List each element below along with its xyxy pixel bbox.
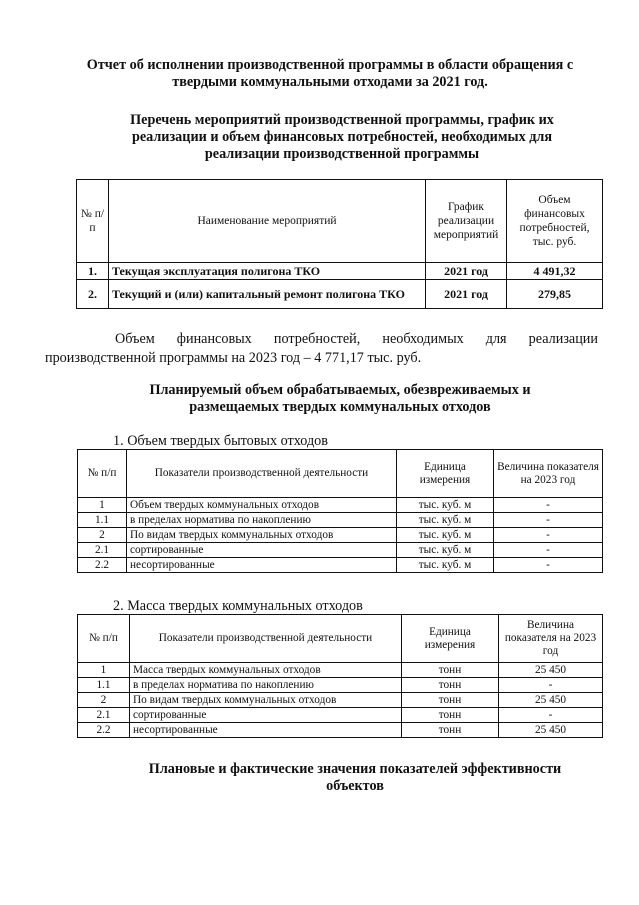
row-value: -	[494, 543, 603, 558]
table-row	[78, 708, 603, 723]
planned-volume-heading	[80, 382, 600, 416]
header-unit: Единица измерения	[397, 450, 494, 498]
section-1-title: 1. Объем твердых бытовых отходов	[113, 433, 328, 449]
row-name: в пределах норматива по накоплению	[130, 678, 402, 693]
table-row	[78, 723, 603, 738]
row-num: 1.1	[78, 678, 130, 693]
row-schedule: 2021 год	[426, 280, 507, 309]
paragraph-line-1: Объем финансовых потребностей, необходимых для реализации	[115, 331, 598, 347]
row-amount: 4 491,32	[507, 263, 603, 280]
heading2-line-2: размещаемых твердых коммунальных отходов	[189, 399, 491, 415]
row-name: в пределах норматива по накоплению	[127, 513, 397, 528]
row-num: 1.1	[78, 513, 127, 528]
row-value: -	[499, 678, 603, 693]
row-unit: тыс. куб. м	[397, 543, 494, 558]
row-unit: тонн	[402, 723, 499, 738]
row-value: -	[494, 558, 603, 573]
header-value: Величина показателя на 2023 год	[499, 615, 603, 663]
row-name: Объем твердых коммунальных отходов	[127, 498, 397, 513]
table-header-row	[78, 450, 603, 498]
row-unit: тыс. куб. м	[397, 498, 494, 513]
row-unit: тонн	[402, 663, 499, 678]
header-amount: Объем финансовых потребностей, тыс. руб.	[507, 180, 603, 263]
row-name: Текущий и (или) капитальный ремонт полигона ТКО	[109, 280, 426, 309]
row-name: сортированные	[127, 543, 397, 558]
row-schedule: 2021 год	[426, 263, 507, 280]
row-num: 1	[78, 663, 130, 678]
row-value: 25 450	[499, 723, 603, 738]
row-unit: тонн	[402, 693, 499, 708]
table-row	[78, 678, 603, 693]
paragraph-line-2: производственной программы на 2023 год – 4 771,17 тыс. руб.	[45, 350, 422, 366]
volume-table	[77, 449, 603, 573]
table-header-row	[77, 180, 603, 263]
title-line-2: твердыми коммунальными отходами за 2021 год.	[172, 74, 488, 90]
row-name: несортированные	[130, 723, 402, 738]
row-value: -	[494, 528, 603, 543]
row-num: 2.2	[78, 558, 127, 573]
table-row	[78, 513, 603, 528]
row-num: 2	[78, 693, 130, 708]
row-name: несортированные	[127, 558, 397, 573]
header-num: № п/п	[78, 450, 127, 498]
row-amount: 279,85	[507, 280, 603, 309]
header-name: Наименование мероприятий	[109, 180, 426, 263]
header-value: Величина показателя на 2023 год	[494, 450, 603, 498]
row-value: -	[499, 708, 603, 723]
row-num: 2.2	[78, 723, 130, 738]
document-title	[60, 57, 600, 91]
header-schedule: График реализации мероприятий	[426, 180, 507, 263]
row-unit: тонн	[402, 708, 499, 723]
table-row	[78, 558, 603, 573]
heading3-line-2: объектов	[326, 778, 384, 794]
row-value: -	[494, 498, 603, 513]
section-2-title: 2. Масса твердых коммунальных отходов	[113, 598, 363, 614]
financial-paragraph	[45, 330, 598, 368]
title-line-1: Отчет об исполнении производственной программы в области обращения с	[86, 57, 574, 73]
table-row	[78, 528, 603, 543]
row-name: сортированные	[130, 708, 402, 723]
table-row	[78, 498, 603, 513]
row-num: 2.1	[78, 543, 127, 558]
row-num: 2	[78, 528, 127, 543]
row-unit: тонн	[402, 678, 499, 693]
row-num: 2.1	[78, 708, 130, 723]
header-num: № п/п	[77, 180, 109, 263]
header-unit: Единица измерения	[402, 615, 499, 663]
table-row	[77, 280, 603, 309]
table-row	[77, 263, 603, 280]
subtitle-line-1: Перечень мероприятий производственной программы, график их	[130, 112, 554, 128]
heading2-line-1: Планируемый объем обрабатываемых, обезвреживаемых и	[149, 382, 531, 398]
row-name: Масса твердых коммунальных отходов	[130, 663, 402, 678]
mass-table	[77, 614, 603, 738]
row-num: 1	[78, 498, 127, 513]
header-num: № п/п	[78, 615, 130, 663]
row-unit: тыс. куб. м	[397, 528, 494, 543]
header-indicator: Показатели производственной деятельности	[130, 615, 402, 663]
row-value: 25 450	[499, 663, 603, 678]
heading3-line-1: Плановые и фактические значения показателей эффективности	[148, 761, 562, 777]
row-name: По видам твердых коммунальных отходов	[130, 693, 402, 708]
subtitle-line-3: реализации производственной программы	[204, 146, 480, 162]
table-row	[78, 693, 603, 708]
table-row	[78, 663, 603, 678]
subtitle-line-2: реализации и объем финансовых потребностей, необходимых для	[131, 129, 553, 145]
efficiency-heading	[110, 761, 600, 795]
table-header-row	[78, 615, 603, 663]
program-subtitle	[92, 112, 592, 163]
header-indicator: Показатели производственной деятельности	[127, 450, 397, 498]
table-row	[78, 543, 603, 558]
row-unit: тыс. куб. м	[397, 558, 494, 573]
row-name: По видам твердых коммунальных отходов	[127, 528, 397, 543]
row-unit: тыс. куб. м	[397, 513, 494, 528]
row-name: Текущая эксплуатация полигона ТКО	[109, 263, 426, 280]
row-value: -	[494, 513, 603, 528]
row-num: 1.	[77, 263, 109, 280]
row-num: 2.	[77, 280, 109, 309]
row-value: 25 450	[499, 693, 603, 708]
activities-table	[76, 179, 603, 309]
